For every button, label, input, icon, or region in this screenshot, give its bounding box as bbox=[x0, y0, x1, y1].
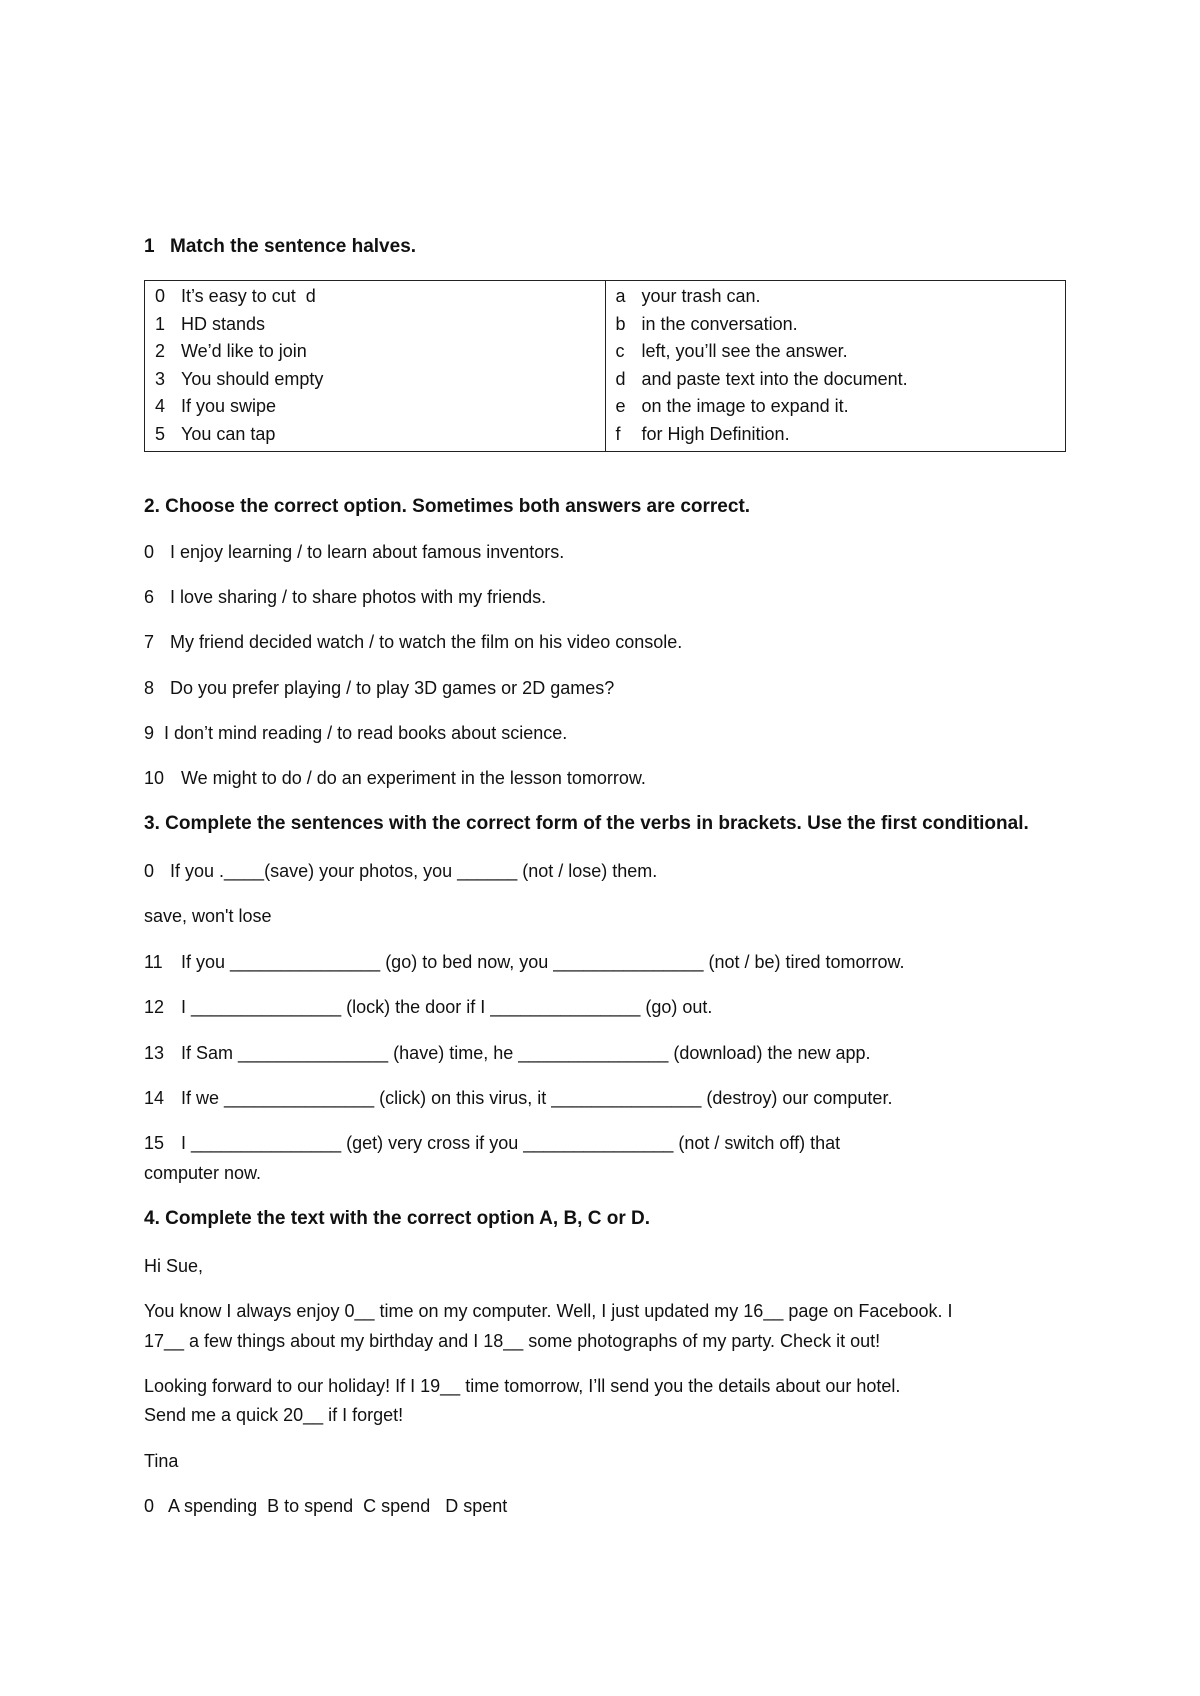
section2-item: 6 I love sharing / to share photos with my friends. bbox=[144, 587, 547, 607]
letter-paragraph-2-line-1: Looking forward to our holiday! If I 19__ time tomorrow, I’ll send you the details about our hotel. bbox=[144, 1376, 901, 1396]
left-item: 3 You should empty bbox=[155, 368, 324, 389]
right-column bbox=[605, 281, 1066, 452]
section2-item: 10 We might to do / do an experiment in the lesson tomorrow. bbox=[144, 768, 646, 788]
section3-item: 14 If we _______________ (click) on this virus, it _______________ (destroy) our computer. bbox=[144, 1088, 893, 1108]
right-item: d and paste text into the document. bbox=[615, 368, 908, 389]
section3-item: 15 I _______________ (get) very cross if you _______________ (not / switch off) that bbox=[144, 1133, 841, 1153]
section3-item-continuation: computer now. bbox=[144, 1163, 262, 1183]
section3-item: 13 If Sam _______________ (have) time, he _______________ (download) the new app. bbox=[144, 1043, 871, 1063]
left-item: 0 It’s easy to cut d bbox=[155, 286, 316, 306]
left-item: 1 HD stands bbox=[155, 313, 266, 334]
right-item: b in the conversation. bbox=[615, 313, 798, 334]
letter-greeting: Hi Sue, bbox=[144, 1256, 204, 1276]
section2-item: 9 I don’t mind reading / to read books about science. bbox=[144, 723, 568, 743]
right-item: e on the image to expand it. bbox=[615, 396, 849, 416]
section3-example-answer: save, won't lose bbox=[144, 906, 272, 926]
section3-example: 0 If you .____(save) your photos, you ______ (not / lose) them. bbox=[144, 861, 658, 881]
right-item: a your trash can. bbox=[615, 286, 761, 306]
matching-table bbox=[144, 280, 1066, 452]
section1-heading: 1 Match the sentence halves. bbox=[144, 236, 417, 257]
section4-heading: 4. Complete the text with the correct option A, B, C or D. bbox=[144, 1208, 651, 1229]
letter-signoff: Tina bbox=[144, 1451, 179, 1471]
section3-heading: 3. Complete the sentences with the correct form of the verbs in brackets. Use the first conditional. bbox=[144, 813, 1029, 834]
letter-paragraph-1-line-1: You know I always enjoy 0__ time on my computer. Well, I just updated my 16__ page on Facebook. I bbox=[144, 1301, 953, 1321]
section2-item: 7 My friend decided watch / to watch the film on his video console. bbox=[144, 632, 683, 652]
letter-paragraph-1-line-2: 17__ a few things about my birthday and I 18__ some photographs of my party. Check it out! bbox=[144, 1331, 881, 1351]
left-item: 4 If you swipe bbox=[155, 396, 277, 416]
left-item: 5 You can tap bbox=[155, 423, 276, 444]
section2-item: 0 I enjoy learning / to learn about famous inventors. bbox=[144, 542, 565, 562]
left-item: 2 We’d like to join bbox=[155, 341, 307, 361]
section3-item: 11 If you _______________ (go) to bed now, you _______________ (not / be) tired tomorrow. bbox=[144, 952, 905, 972]
letter-paragraph-2-line-2: Send me a quick 20__ if I forget! bbox=[144, 1405, 404, 1425]
section2-item: 8 Do you prefer playing / to play 3D games or 2D games? bbox=[144, 678, 615, 698]
right-item: f for High Definition. bbox=[615, 423, 790, 444]
section2-heading: 2. Choose the correct option. Sometimes both answers are correct. bbox=[144, 496, 751, 517]
options-line: 0 A spending B to spend C spend D spent bbox=[144, 1496, 508, 1516]
right-item: c left, you’ll see the answer. bbox=[615, 341, 848, 361]
left-column bbox=[145, 281, 606, 452]
section3-item: 12 I _______________ (lock) the door if I _______________ (go) out. bbox=[144, 997, 713, 1017]
